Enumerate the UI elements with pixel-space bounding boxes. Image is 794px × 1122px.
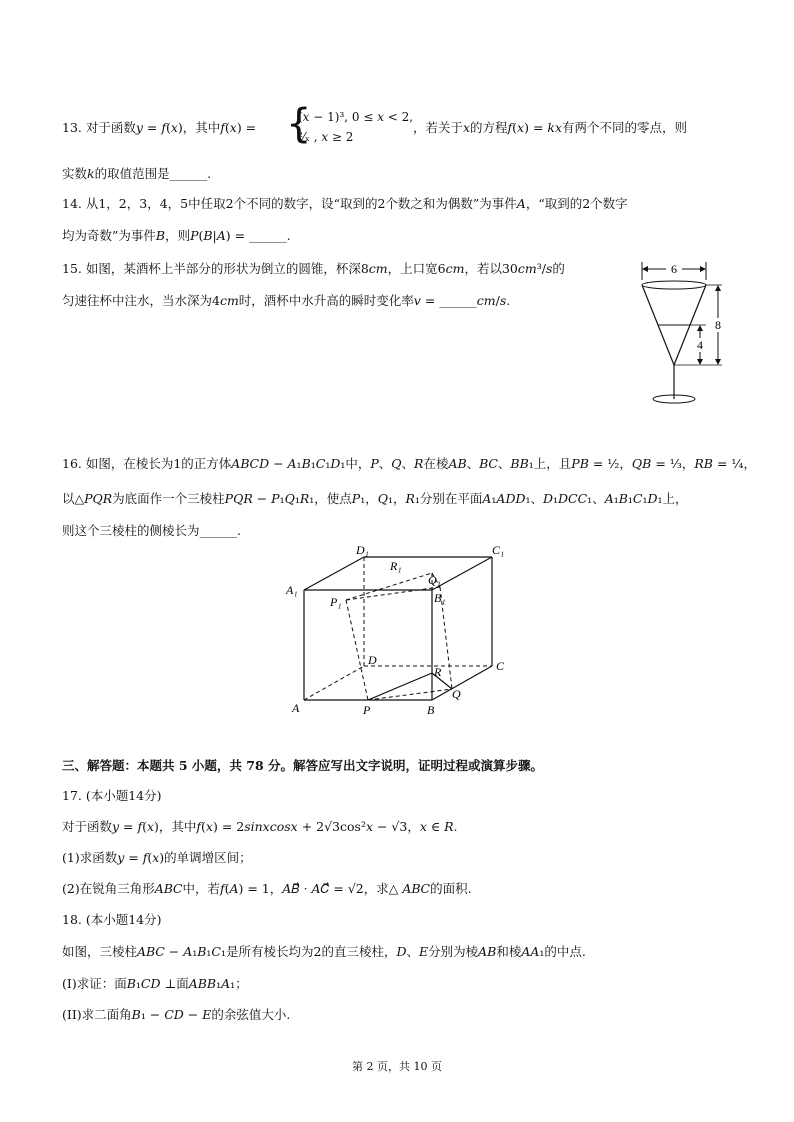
section3-heading: 三、解答题：本题共 5 小题，共 78 分。解答应写出文字说明，证明过程或演算步骤。 xyxy=(62,758,544,773)
cone-depth-label: 8 xyxy=(715,318,721,332)
q15-line2: 匀速往杯中注水，当水深为4𝑐𝑚时，酒杯中水升高的瞬时变化率𝑣 = ______𝑐𝑚/𝑠. xyxy=(62,293,511,308)
q18-line1: 如图，三棱柱𝐴𝐵𝐶 − 𝐴₁𝐵₁𝐶₁是所有棱长均为2的直三棱柱，𝐷、𝐸分别为棱𝐴𝐵和棱𝐴𝐴₁的中点. xyxy=(62,944,586,959)
q15-line1: 15. 如图，某酒杯上半部分的形状为倒立的圆锥，杯深8𝑐𝑚，上口宽6𝑐𝑚，若以30𝑐𝑚³/𝑠的 xyxy=(62,261,565,276)
label-P: P xyxy=(363,703,371,717)
label-C: C xyxy=(496,659,505,673)
label-R: R xyxy=(434,665,442,679)
q17-line1: 对于函数𝑦 = 𝑓(𝑥)，其中𝑓(𝑥) = 2𝑠𝑖𝑛𝑥𝑐𝑜𝑠𝑥 + 2√3cos²𝑥 − √3，𝑥 ∈ 𝑅. xyxy=(62,819,458,834)
q13-line1-left: 13. 对于函数𝑦 = 𝑓(𝑥)，其中𝑓(𝑥) = xyxy=(62,120,257,135)
q16-line1: 16. 如图，在棱长为1的正方体𝐴𝐵𝐶𝐷 − 𝐴₁𝐵₁𝐶₁𝐷₁中，𝑃、𝑄、𝑅在棱𝐴𝐵、𝐵𝐶、𝐵𝐵₁上，且𝑃𝐵 = ½，𝑄𝐵 = ⅓，𝑅𝐵 = ¼， xyxy=(62,456,757,471)
label-R1: R₁ xyxy=(390,559,402,573)
q17-line2: (1)求函数𝑦 = 𝑓(𝑥)的单调增区间； xyxy=(62,850,252,865)
label-Q: Q xyxy=(452,687,461,701)
label-D1: D₁ xyxy=(356,543,369,557)
piecewise-brace: { xyxy=(286,101,312,147)
cone-width-label: 6 xyxy=(671,262,677,276)
label-P1: P₁ xyxy=(330,595,342,609)
label-B1: B₁ xyxy=(434,591,446,605)
q14-line1: 14. 从1，2，3，4，5中任取2个不同的数字，设“取到的2个数之和为偶数”为事件𝐴，“取到的2个数字 xyxy=(62,196,628,211)
label-Q1: Q₁ xyxy=(428,573,441,587)
label-B: B xyxy=(427,703,435,717)
cube-figure xyxy=(280,540,520,720)
label-A1: A₁ xyxy=(286,583,298,597)
q18-head: 18. (本小题14分) xyxy=(62,912,162,927)
q18-line2: (I)求证：面𝐵₁𝐶𝐷 ⊥面𝐴𝐵𝐵₁𝐴₁； xyxy=(62,976,248,991)
q18-line3: (II)求二面角𝐵₁ − 𝐶𝐷 − 𝐸的余弦值大小. xyxy=(62,1007,291,1022)
q14-line2: 均为奇数”为事件𝐵，则𝑃(𝐵|𝐴) = ______. xyxy=(62,228,291,243)
wine-glass-figure xyxy=(632,258,732,410)
q13-line2: 实数𝑘的取值范围是______. xyxy=(62,166,212,181)
label-A: A xyxy=(292,701,300,715)
q13-case2: ²⁄ₓ , 𝑥 ≥ 2 xyxy=(298,130,354,144)
q13-case1: (𝑥 − 1)³, 0 ≤ 𝑥 < 2, xyxy=(298,110,414,124)
q17-line3: (2)在锐角三角形𝐴𝐵𝐶中，若𝑓(𝐴) = 1，𝐴𝐵⃗ · 𝐴𝐶⃗ = √2，求△ 𝐴𝐵𝐶的面积. xyxy=(62,881,472,896)
q13-line1-right: ，若关于𝑥的方程𝑓(𝑥) = 𝑘𝑥有两个不同的零点，则 xyxy=(413,120,688,135)
q17-head: 17. (本小题14分) xyxy=(62,788,162,803)
q16-line3: 则这个三棱柱的侧棱长为______. xyxy=(62,523,241,538)
q16-line2: 以△𝑃𝑄𝑅为底面作一个三棱柱𝑃𝑄𝑅 − 𝑃₁𝑄₁𝑅₁，使点𝑃₁，𝑄₁，𝑅₁分别在平面𝐴₁𝐴𝐷𝐷₁、𝐷₁𝐷𝐶𝐶₁、𝐴₁𝐵₁𝐶₁𝐷₁上， xyxy=(62,491,688,506)
page-footer: 第 2 页，共 10 页 xyxy=(352,1060,442,1073)
label-C1: C₁ xyxy=(492,543,505,557)
label-D: D xyxy=(368,653,377,667)
water-depth-label: 4 xyxy=(697,338,703,352)
